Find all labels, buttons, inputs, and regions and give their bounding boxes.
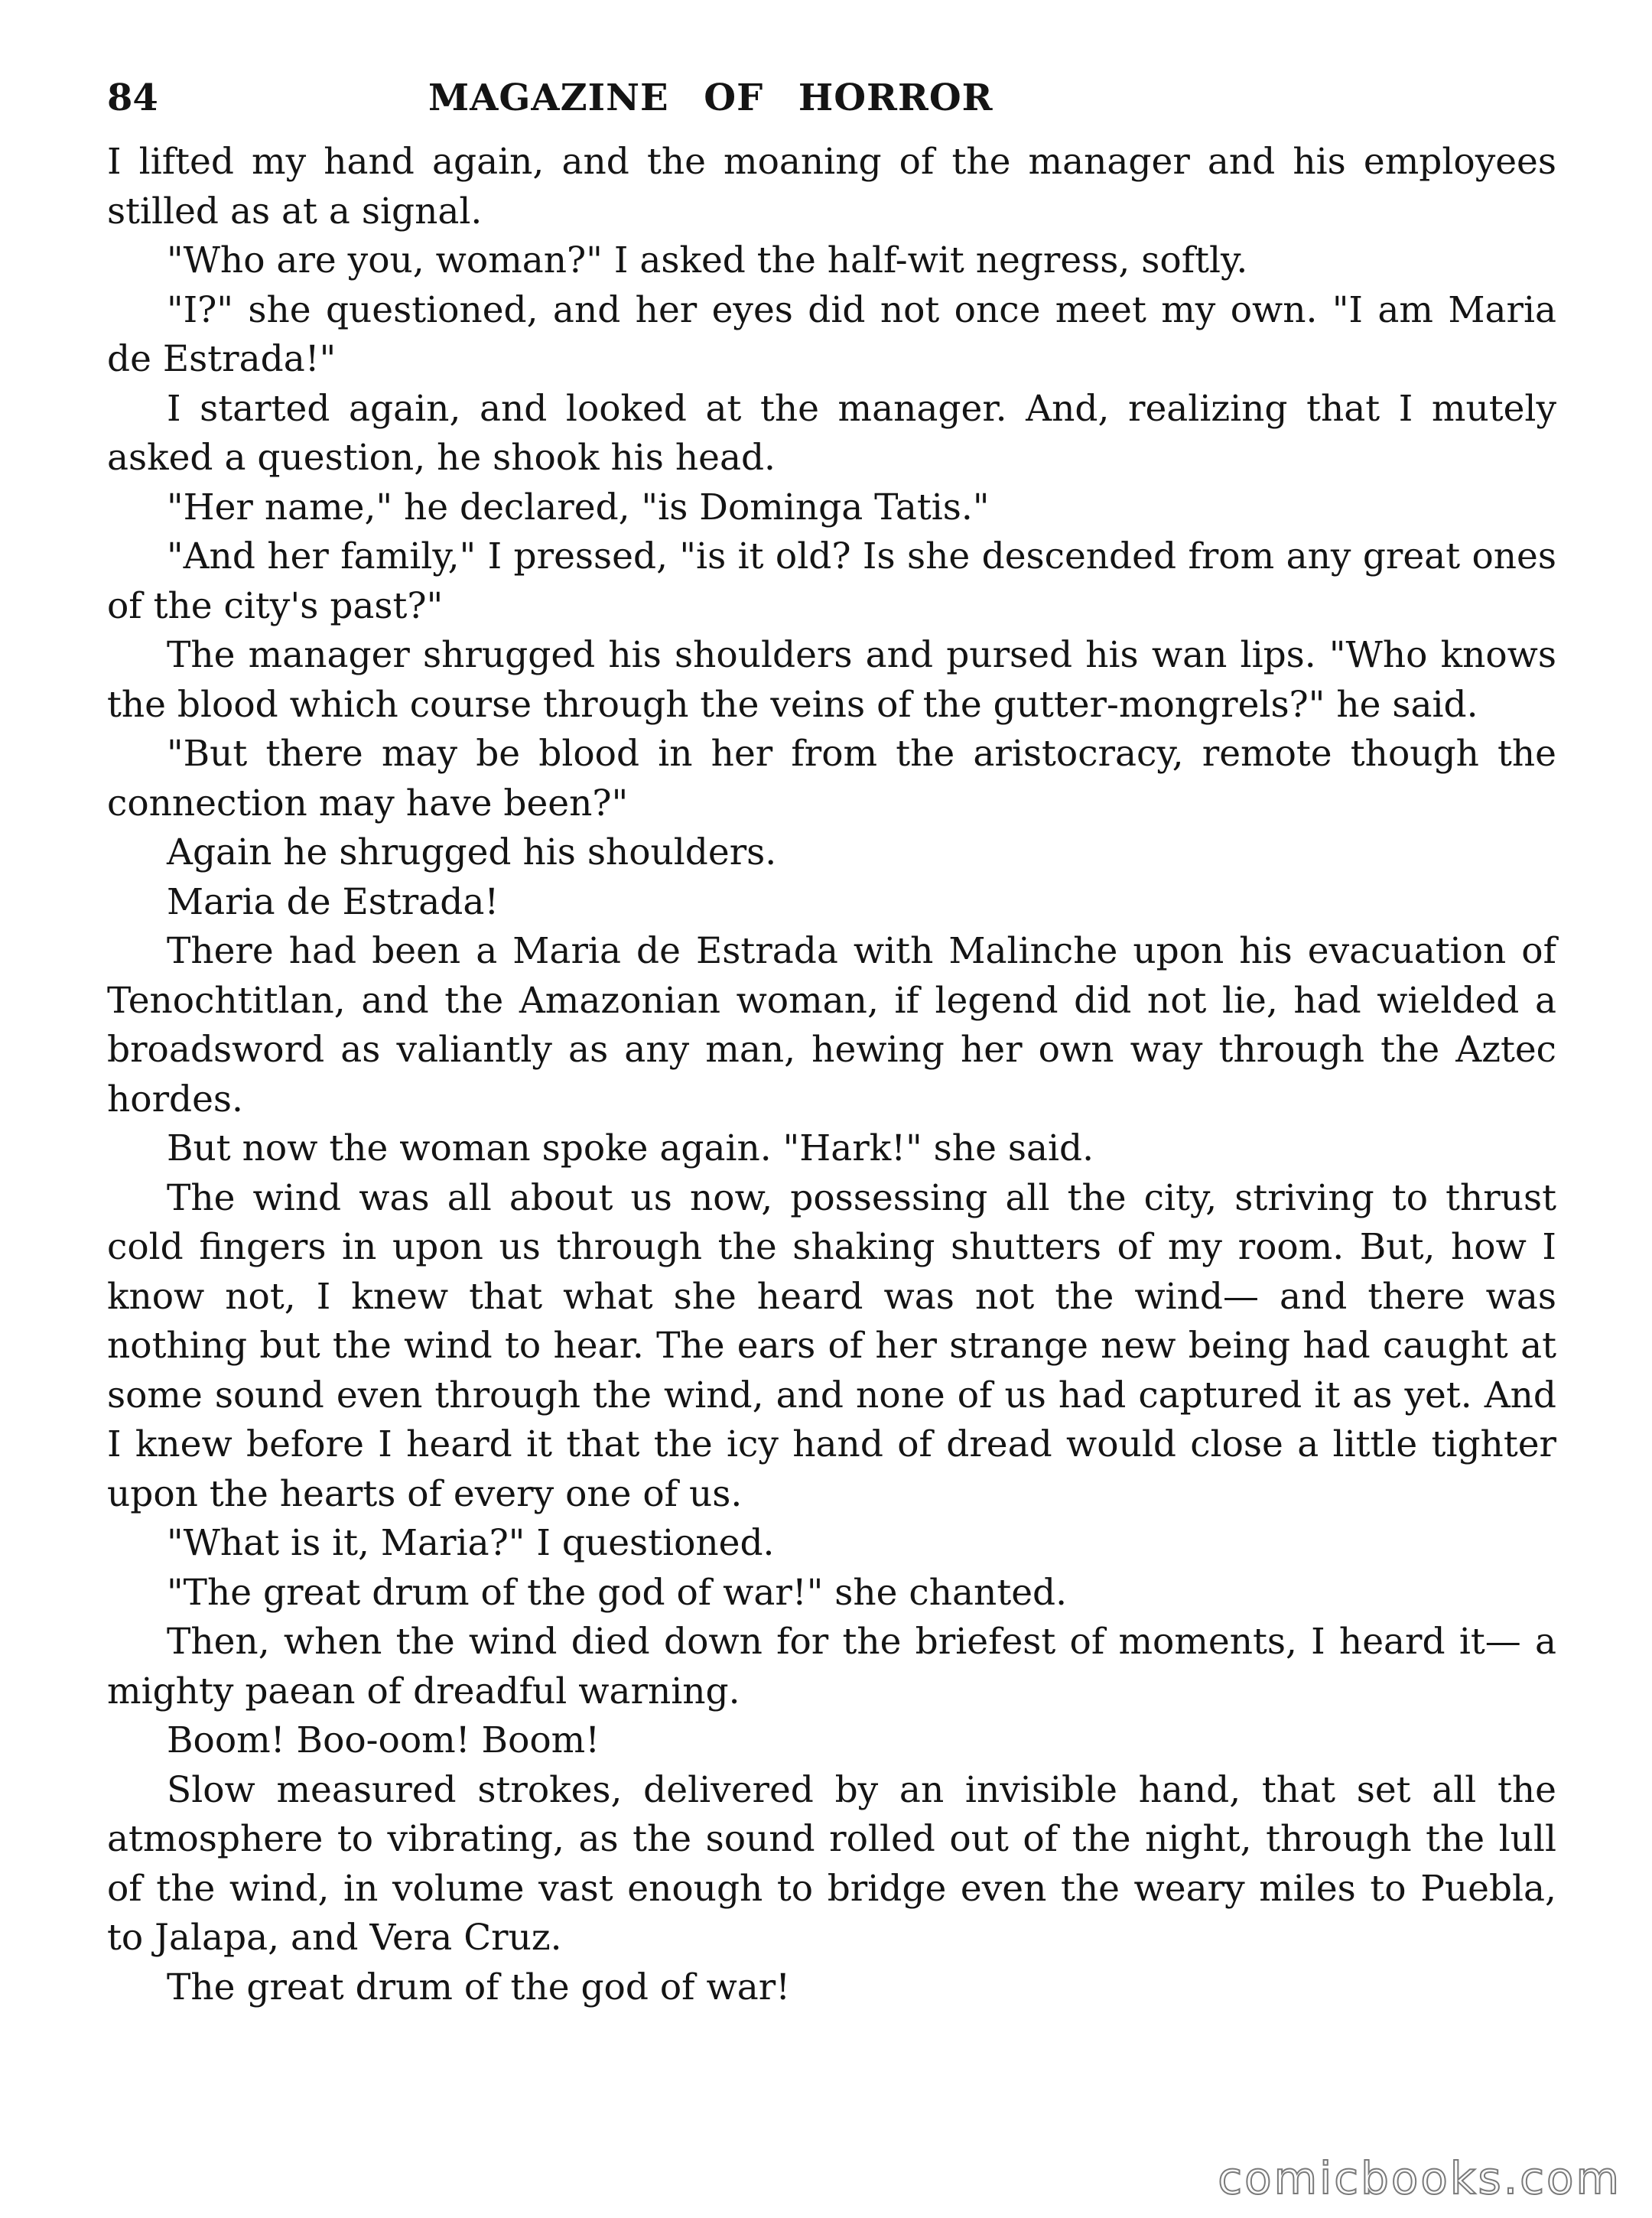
paragraph: Again he shrugged his shoulders. [167,831,777,873]
paragraph: I lifted my hand again, and the moaning of the manager and his employees stilled as at a signal. [107,141,1556,233]
paragraph: Slow measured strokes, delivered by an invisible hand, that set all the atmosphere to vibrating, as the sound rolled out of the night, through the lull of the wind, in volume vast enough to bridge even the weary miles to Puebla, to Jalapa, and Vera Cruz. [107,1768,1556,1959]
paragraph: There had been a Maria de Estrada with Malinche upon his evacuation of Tenochtitlan, and the Amazonian woman, if legend did not lie, had wielded a broadsword as valiantly as any man, hewing her own way through the Aztec hordes. [107,930,1556,1120]
paragraph: "And her family," I pressed, "is it old? Is she descended from any great ones of the city's past?" [107,535,1556,627]
paragraph: The great drum of the god of war! [167,1966,791,2008]
paragraph: "Who are you, woman?" I asked the half-wit negress, softly. [167,239,1248,281]
paragraph: The manager shrugged his shoulders and pursed his wan lips. "Who knows the blood which course through the veins of the gutter-mongrels?" he said. [107,634,1556,726]
paragraph: The wind was all about us now, possessing all the city, striving to thrust cold fingers in upon us through the shaking shutters of my room. But, how I know not, I knew that what she heard was not the wind— and there was nothing but the wind to hear. The ears of her strange new being had caught at some sound even through the wind, and none of us had captured it as yet. And I knew before I heard it that the icy hand of dread would close a little tighter upon the hearts of every one of us. [107,1176,1556,1515]
paragraph: "The great drum of the god of war!" she chanted. [167,1571,1068,1614]
paragraph: "But there may be blood in her from the aristocracy, remote though the connection may have been?" [107,733,1556,824]
paragraph: "I?" she questioned, and her eyes did not once meet my own. "I am Maria de Estrada!" [107,288,1556,380]
paragraph: Then, when the wind died down for the briefest of moments, I heard it— a mighty paean of dreadful warning. [107,1621,1556,1712]
page-header [107,76,1556,133]
site-watermark: comicbooks.com [1218,2152,1621,2204]
paragraph: I started again, and looked at the manager. And, realizing that I mutely asked a question, he shook his head. [107,387,1556,479]
paragraph: Maria de Estrada! [167,880,499,923]
paragraph: "Her name," he declared, "is Dominga Tatis." [167,486,990,528]
running-title: MAGAZINE OF HORROR [428,76,993,119]
story-text [107,138,1556,2012]
paragraph: "What is it, Maria?" I questioned. [167,1522,775,1564]
page-number: 84 [107,76,158,119]
magazine-page [107,76,1556,2012]
paragraph: Boom! Boo-oom! Boom! [167,1719,600,1761]
paragraph: But now the woman spoke again. "Hark!" she said. [167,1127,1094,1169]
